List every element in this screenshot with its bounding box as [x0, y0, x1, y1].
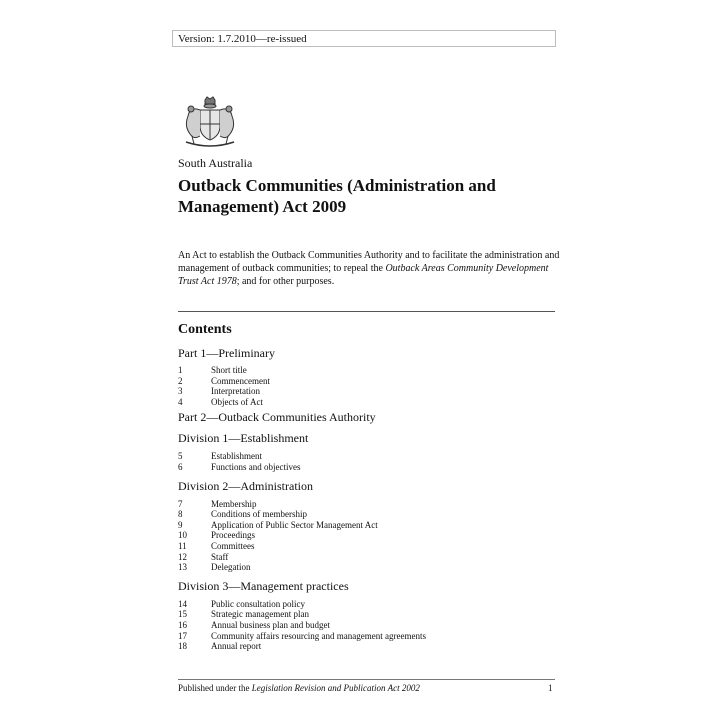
section-title: Strategic management plan: [211, 609, 309, 620]
section-title: Proceedings: [211, 530, 255, 541]
toc-entry[interactable]: [178, 509, 558, 520]
section-number: 2: [178, 375, 183, 386]
version-label: Version: 1.7.2010—re-issued: [172, 30, 556, 47]
section-title: Functions and objectives: [211, 461, 301, 472]
section-number: 18: [178, 641, 187, 652]
section-number: 17: [178, 630, 187, 641]
section-number: 3: [178, 386, 183, 397]
section-number: 1: [178, 365, 183, 375]
section-number: 15: [178, 609, 187, 620]
division-heading: Division 2—Administration: [178, 478, 313, 493]
section-number: 5: [178, 451, 183, 462]
long-title: [178, 249, 560, 288]
toc-entry[interactable]: [178, 376, 558, 387]
section-title: Public consultation policy: [211, 598, 305, 609]
part-heading: Part 1—Preliminary: [178, 346, 275, 360]
toc-entry[interactable]: [178, 609, 558, 620]
long-title-text: An Act to establish the Outback Communities Authority and to facilitate the administration and management of outback communities; to repeal the: [178, 250, 560, 274]
section-title: Committees: [211, 540, 255, 551]
section-title: Commencement: [211, 375, 270, 386]
section-title: Conditions of membership: [211, 509, 307, 520]
division-heading: Division 3—Management practices: [178, 578, 349, 593]
table-of-contents: [178, 343, 558, 652]
toc-entry[interactable]: [178, 462, 558, 473]
section-title: Membership: [211, 498, 257, 509]
coat-of-arms-icon: [180, 96, 240, 150]
divider: [178, 311, 555, 312]
footer-divider: [178, 679, 555, 680]
section-number: 14: [178, 598, 187, 609]
section-title: Staff: [211, 551, 229, 562]
section-number: 6: [178, 461, 183, 472]
section-number: 7: [178, 498, 183, 509]
toc-entry[interactable]: [178, 365, 558, 376]
page-number: 1: [548, 683, 553, 693]
footer-prefix: Published under the: [178, 683, 252, 693]
section-number: 12: [178, 551, 187, 562]
section-number: 10: [178, 530, 187, 541]
toc-entry[interactable]: [178, 562, 558, 573]
toc-entry[interactable]: [178, 499, 558, 510]
toc-entry[interactable]: [178, 620, 558, 631]
section-title: Application of Public Sector Management Act: [211, 519, 378, 530]
part-heading: Part 2—Outback Communities Authority: [178, 410, 376, 425]
contents-heading: Contents: [178, 322, 232, 337]
section-title: Objects of Act: [211, 396, 263, 407]
toc-entry[interactable]: [178, 631, 558, 642]
toc-entry[interactable]: [178, 530, 558, 541]
footer-publication-note: [178, 683, 420, 693]
section-title: Establishment: [211, 451, 262, 462]
toc-entry[interactable]: [178, 451, 558, 462]
section-title: Annual business plan and budget: [211, 619, 330, 630]
division-heading: Division 1—Establishment: [178, 431, 309, 446]
long-title-text-end: ; and for other purposes.: [236, 276, 335, 287]
repealed-act-name: Outback Areas Community Development Trust Act 1978: [178, 263, 549, 287]
toc-entry[interactable]: [178, 552, 558, 563]
section-title: Interpretation: [211, 386, 260, 397]
toc-entry[interactable]: [178, 599, 558, 610]
toc-entry[interactable]: [178, 386, 558, 397]
section-number: 16: [178, 619, 187, 630]
section-number: 8: [178, 509, 183, 520]
section-title: Annual report: [211, 641, 262, 652]
jurisdiction: South Australia: [178, 156, 253, 170]
section-number: 11: [178, 540, 187, 551]
section-number: 4: [178, 396, 183, 407]
toc-entry[interactable]: [178, 520, 558, 531]
section-title: Delegation: [211, 562, 251, 573]
section-title: Short title: [211, 365, 247, 375]
section-number: 13: [178, 562, 187, 573]
section-number: 9: [178, 519, 183, 530]
toc-entry[interactable]: [178, 641, 558, 652]
toc-entry[interactable]: [178, 397, 558, 408]
act-title: Outback Communities (Administration and Management) Act 2009: [178, 176, 496, 216]
section-title: Community affairs resourcing and management agreements: [211, 630, 427, 641]
footer-act-name: Legislation Revision and Publication Act 2002: [251, 683, 420, 693]
toc-entry[interactable]: [178, 541, 558, 552]
